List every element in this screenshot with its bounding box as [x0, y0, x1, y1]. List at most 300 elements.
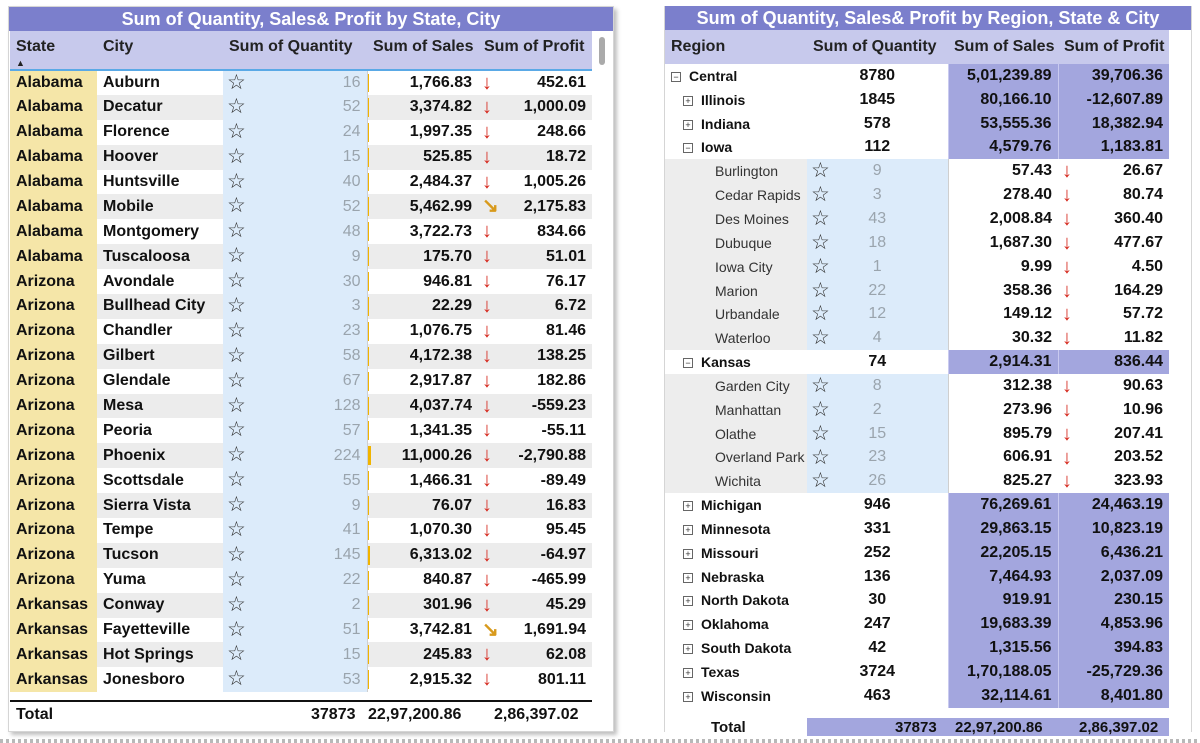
region-state-city-matrix [665, 30, 1169, 708]
star-outline-icon: ☆ [227, 667, 246, 691]
sales-cell [367, 244, 478, 269]
state-name: Iowa [701, 139, 733, 156]
state-row[interactable] [665, 88, 1169, 112]
city-row[interactable] [665, 159, 1169, 183]
sales-value: 4,037.74 [409, 397, 472, 415]
state-cell: Arizona [10, 294, 97, 319]
quantity-cell: 578 [863, 114, 891, 132]
quantity-value: 48 [342, 222, 361, 240]
table-row[interactable] [10, 518, 592, 543]
column-header-region[interactable]: Region [665, 30, 807, 64]
profit-value: 452.61 [537, 73, 586, 91]
profit-value: 51.01 [545, 247, 586, 265]
city-row[interactable] [665, 374, 1169, 398]
profit-value: 80.74 [1122, 186, 1163, 204]
city-name: Olathe [715, 425, 757, 442]
sales-data-bar [368, 74, 369, 92]
quantity-cell [223, 394, 367, 419]
column-header-profit[interactable]: Sum of Profit [478, 31, 592, 70]
quantity-cell: 946 [863, 496, 891, 514]
city-name-cell [665, 231, 807, 255]
city-name: Overland Park [715, 449, 805, 466]
quantity-cell [223, 70, 367, 95]
quantity-value: 57 [342, 421, 361, 439]
region-name: Central [689, 67, 738, 84]
expand-plus-icon[interactable]: + [683, 120, 693, 130]
expand-plus-icon[interactable]: + [683, 692, 693, 702]
expand-plus-icon[interactable]: + [683, 668, 693, 678]
quantity-cell: 3724 [859, 663, 896, 681]
quantity-value: 3 [872, 186, 882, 204]
state-cell: Alabama [10, 219, 97, 244]
sales-data-bar [368, 98, 369, 117]
quantity-value: 53 [342, 670, 361, 688]
state-name-cell[interactable] [665, 112, 807, 136]
column-header-sales[interactable]: Sum of Sales [948, 30, 1058, 64]
collapse-minus-icon[interactable]: − [683, 358, 693, 368]
table-row[interactable] [10, 593, 592, 618]
state-city-table [10, 31, 592, 692]
city-cell: Auburn [97, 70, 223, 95]
city-name: Des Moines [715, 210, 789, 227]
city-cell: Conway [97, 593, 223, 618]
state-name-cell[interactable] [665, 660, 807, 684]
sales-value: 840.87 [423, 571, 472, 589]
profit-value: 4.50 [1131, 257, 1163, 275]
sales-value: 312.38 [1003, 376, 1052, 394]
city-row[interactable] [665, 231, 1169, 255]
table-row[interactable] [10, 394, 592, 419]
state-name-cell[interactable] [665, 541, 807, 565]
sales-cell [367, 667, 478, 692]
quantity-value: 22 [342, 571, 361, 589]
table-row[interactable] [10, 543, 592, 568]
sales-cell [367, 468, 478, 493]
city-row[interactable] [665, 255, 1169, 279]
sales-value: 273.96 [1003, 400, 1052, 418]
state-row[interactable] [665, 350, 1169, 374]
sales-cell [948, 88, 1058, 112]
sales-cell [948, 565, 1058, 589]
sales-cell [367, 618, 478, 643]
sales-cell [948, 398, 1058, 422]
quantity-value: 43 [868, 209, 887, 227]
profit-value: 477.67 [1114, 233, 1163, 251]
table-row[interactable] [10, 443, 592, 468]
table-row[interactable] [10, 618, 592, 643]
state-cell: Alabama [10, 194, 97, 219]
star-outline-icon: ☆ [227, 542, 246, 566]
profit-value: 394.83 [1114, 639, 1163, 657]
city-cell: Jonesboro [103, 670, 185, 688]
table-row[interactable] [10, 95, 592, 120]
quantity-value: 9 [351, 496, 361, 514]
city-name-cell [665, 279, 807, 303]
state-row[interactable] [665, 589, 1169, 613]
star-outline-icon: ☆ [227, 343, 246, 367]
column-header-quantity[interactable]: Sum of Quantity [223, 31, 367, 70]
sales-data-bar [368, 197, 369, 216]
profit-value: -89.49 [540, 471, 586, 489]
quantity-value: 3 [351, 297, 361, 315]
sales-value: 946.81 [423, 272, 472, 290]
quantity-cell [807, 231, 948, 255]
sales-data-bar [368, 446, 371, 465]
arrow-down-icon: ↓ [482, 319, 492, 342]
table-row[interactable] [10, 493, 592, 518]
sales-value: 76.07 [431, 496, 472, 514]
state-row[interactable] [665, 612, 1169, 636]
quantity-cell [223, 568, 367, 593]
expand-plus-icon[interactable]: + [683, 596, 693, 606]
city-row[interactable] [665, 469, 1169, 493]
sales-value: 3,742.81 [409, 621, 472, 639]
sales-cell [948, 612, 1058, 636]
expand-plus-icon[interactable]: + [683, 501, 693, 511]
sales-data-bar [368, 173, 369, 192]
profit-cell [478, 120, 592, 145]
total-label: Total [711, 719, 746, 736]
arrow-down-icon: ↓ [1062, 422, 1072, 445]
arrow-down-icon: ↓ [482, 543, 492, 566]
state-name: Illinois [701, 91, 746, 108]
state-name-cell[interactable] [665, 612, 807, 636]
state-name-cell[interactable] [665, 636, 807, 660]
star-outline-icon: ☆ [811, 254, 830, 278]
state-name-cell[interactable] [665, 517, 807, 541]
arrow-down-icon: ↓ [482, 145, 492, 168]
city-row[interactable] [665, 302, 1169, 326]
city-cell: Fayetteville [103, 621, 191, 639]
sales-cell [948, 183, 1058, 207]
profit-cell [478, 170, 592, 195]
profit-cell [1058, 159, 1169, 183]
sales-value: 3,722.73 [409, 222, 472, 240]
state-name: Wisconsin [701, 687, 771, 704]
star-outline-icon: ☆ [811, 159, 830, 183]
city-cell: Scottsdale [103, 471, 184, 489]
star-outline-icon: ☆ [227, 94, 246, 118]
profit-cell [1058, 350, 1169, 374]
profit-value: 39,706.36 [1091, 66, 1163, 84]
city-cell: Avondale [103, 272, 175, 290]
table-row[interactable] [10, 568, 592, 593]
city-cell: Yuma [103, 571, 146, 589]
star-outline-icon: ☆ [227, 592, 246, 616]
profit-value: 182.86 [537, 372, 586, 390]
quantity-cell [223, 618, 367, 643]
column-header-state[interactable] [10, 31, 97, 70]
city-row[interactable] [665, 279, 1169, 303]
quantity-cell [807, 183, 948, 207]
city-name: Wichita [715, 473, 761, 490]
collapse-minus-icon[interactable]: − [683, 143, 693, 153]
city-cell: Peoria [103, 421, 152, 439]
city-name-cell [665, 469, 807, 493]
sort-ascending-icon[interactable]: ▲ [16, 58, 25, 68]
state-name: Oklahoma [701, 616, 769, 633]
expand-plus-icon[interactable]: + [683, 620, 693, 630]
state-name-cell[interactable] [665, 589, 807, 613]
sales-value: 1,687.30 [989, 233, 1052, 251]
state-name: Missouri [701, 544, 759, 561]
state-name-cell[interactable] [665, 565, 807, 589]
state-row[interactable] [665, 636, 1169, 660]
profit-cell [1058, 374, 1169, 398]
total-quantity: 37873 [895, 719, 937, 736]
sales-value: 3,374.82 [409, 98, 472, 116]
state-cell: Alabama [10, 95, 97, 120]
profit-cell [478, 194, 592, 219]
quantity-cell [223, 642, 367, 667]
table-row[interactable] [10, 369, 592, 394]
expand-plus-icon[interactable]: + [683, 549, 693, 559]
profit-cell [478, 244, 592, 269]
table-row[interactable] [10, 244, 592, 269]
table-row[interactable] [10, 294, 592, 319]
table-row[interactable] [10, 120, 592, 145]
table-row[interactable] [10, 219, 592, 244]
city-row[interactable] [665, 398, 1169, 422]
profit-value: 10,823.19 [1091, 519, 1163, 537]
table-row[interactable] [10, 468, 592, 493]
profit-cell [478, 642, 592, 667]
arrow-down-icon: ↓ [482, 220, 492, 243]
arrow-down-icon: ↓ [482, 394, 492, 417]
sales-cell [948, 422, 1058, 446]
city-row[interactable] [665, 422, 1169, 446]
sales-cell [948, 589, 1058, 613]
sales-value: 57.43 [1011, 162, 1052, 180]
city-name: Garden City [715, 377, 790, 394]
profit-value: -55.11 [541, 421, 586, 439]
quantity-value: 52 [342, 98, 361, 116]
total-profit: 2,86,397.02 [494, 706, 579, 723]
star-outline-icon: ☆ [811, 278, 830, 302]
quantity-value: 23 [868, 448, 887, 466]
table-row[interactable] [10, 344, 592, 369]
state-name: Indiana [701, 115, 751, 132]
table-row[interactable] [10, 319, 592, 344]
sales-data-bar [368, 596, 369, 615]
state-name-cell[interactable] [665, 136, 807, 160]
expand-plus-icon[interactable]: + [683, 644, 693, 654]
sales-value: 32,114.61 [981, 686, 1052, 704]
sales-data-bar [368, 546, 370, 565]
profit-value: 248.66 [537, 123, 586, 141]
table-row[interactable] [10, 269, 592, 294]
profit-value: 95.45 [545, 521, 586, 539]
quantity-value: 26 [868, 472, 887, 490]
state-row[interactable] [665, 684, 1169, 708]
quantity-cell: 331 [863, 519, 891, 537]
state-name-cell[interactable] [665, 350, 807, 374]
column-header-city[interactable]: City [97, 31, 223, 70]
profit-cell [1058, 541, 1169, 565]
profit-value: -465.99 [531, 571, 586, 589]
total-profit: 2,86,397.02 [1079, 719, 1159, 736]
state-row[interactable] [665, 541, 1169, 565]
total-row [10, 700, 592, 726]
profit-cell [1058, 183, 1169, 207]
vertical-scrollbar[interactable] [599, 37, 605, 65]
star-outline-icon: ☆ [227, 294, 246, 318]
profit-value: -559.23 [531, 397, 586, 415]
city-name: Iowa City [715, 258, 773, 275]
star-outline-icon: ☆ [227, 518, 246, 542]
profit-cell [1058, 64, 1169, 88]
city-name: Manhattan [715, 401, 782, 418]
quantity-value: 2 [872, 400, 882, 418]
column-header-quantity[interactable]: Sum of Quantity [807, 30, 948, 64]
quantity-cell [223, 344, 367, 369]
sales-cell [948, 374, 1058, 398]
state-row[interactable] [665, 565, 1169, 589]
profit-cell [478, 394, 592, 419]
profit-cell [478, 369, 592, 394]
table-row[interactable] [10, 194, 592, 219]
sales-value: 2,914.31 [989, 353, 1052, 371]
quantity-value: 224 [333, 446, 361, 464]
table-row[interactable] [10, 418, 592, 443]
profit-cell [1058, 636, 1169, 660]
profit-value: 1,183.81 [1100, 138, 1163, 156]
arrow-down-icon: ↓ [1062, 184, 1072, 207]
table-row[interactable] [10, 70, 592, 95]
sales-cell [367, 543, 478, 568]
sales-cell [367, 642, 478, 667]
quantity-value: 22 [868, 281, 887, 299]
profit-value: 18.72 [545, 148, 586, 166]
profit-value: 26.67 [1122, 162, 1163, 180]
profit-value: -64.97 [540, 546, 586, 564]
sales-data-bar [368, 123, 369, 142]
profit-cell [478, 145, 592, 170]
city-row[interactable] [665, 183, 1169, 207]
state-row[interactable] [665, 493, 1169, 517]
quantity-value: 9 [351, 247, 361, 265]
quantity-cell [223, 667, 367, 692]
state-cell: Alabama [10, 170, 97, 195]
arrow-down-icon: ↓ [1062, 446, 1072, 469]
sales-value: 22,205.15 [980, 543, 1052, 561]
sales-data-bar [368, 397, 369, 416]
region-row[interactable] [665, 64, 1169, 88]
quantity-cell [223, 468, 367, 493]
city-name-cell [665, 446, 807, 470]
state-row[interactable] [665, 112, 1169, 136]
state-row[interactable] [665, 660, 1169, 684]
quantity-value: 41 [342, 521, 361, 539]
sales-value: 80,166.10 [980, 90, 1052, 108]
city-name-cell [665, 422, 807, 446]
total-sales: 22,97,200.86 [368, 706, 462, 723]
arrow-down-icon: ↓ [1062, 327, 1072, 350]
state-cell: Arizona [10, 543, 97, 568]
quantity-cell: 136 [863, 567, 891, 585]
city-name: Burlington [715, 163, 779, 180]
quantity-value: 15 [342, 148, 361, 166]
state-name: Michigan [701, 497, 762, 514]
sales-cell [367, 194, 478, 219]
star-outline-icon: ☆ [227, 617, 246, 641]
quantity-cell: 463 [863, 686, 891, 704]
quantity-value: 23 [342, 322, 361, 340]
table-body [665, 64, 1169, 708]
quantity-value: 8 [872, 376, 882, 394]
sales-cell [948, 636, 1058, 660]
collapse-minus-icon[interactable]: − [671, 72, 681, 82]
quantity-cell [223, 418, 367, 443]
sales-value: 6,313.02 [409, 546, 472, 564]
city-name-cell [665, 398, 807, 422]
sales-cell [367, 443, 478, 468]
city-cell: Huntsville [103, 173, 180, 190]
city-name-cell [665, 302, 807, 326]
quantity-value: 67 [342, 372, 361, 390]
column-header-profit[interactable]: Sum of Profit [1058, 30, 1169, 64]
state-name-cell[interactable] [665, 88, 807, 112]
profit-cell [478, 543, 592, 568]
quantity-value: 1 [872, 257, 882, 275]
quantity-value: 40 [342, 173, 361, 190]
table-row[interactable] [10, 145, 592, 170]
quantity-value: 58 [342, 347, 361, 365]
column-header-sales[interactable]: Sum of Sales [367, 31, 478, 70]
state-cell: Arkansas [10, 667, 97, 692]
state-name-cell[interactable] [665, 493, 807, 517]
profit-cell [478, 70, 592, 95]
city-name: Urbandale [715, 306, 780, 323]
sales-cell [948, 136, 1058, 160]
state-cell: Arizona [10, 568, 97, 593]
table-row[interactable] [10, 667, 592, 692]
sales-value: 11,000.26 [401, 446, 472, 464]
sales-value: 358.36 [1003, 281, 1052, 299]
sales-cell [367, 95, 478, 120]
state-row[interactable] [665, 517, 1169, 541]
profit-value: 2,175.83 [523, 197, 586, 215]
city-row[interactable] [665, 446, 1169, 470]
city-row[interactable] [665, 207, 1169, 231]
city-row[interactable] [665, 326, 1169, 350]
quantity-value: 24 [342, 123, 361, 141]
quantity-cell [223, 518, 367, 543]
star-outline-icon: ☆ [811, 373, 830, 397]
table-row[interactable] [10, 642, 592, 667]
sales-data-bar [368, 222, 369, 241]
sales-cell [367, 344, 478, 369]
state-row[interactable] [665, 136, 1169, 160]
sales-cell [948, 279, 1058, 303]
sales-value: 4,579.76 [989, 138, 1052, 156]
expand-plus-icon[interactable]: + [683, 96, 693, 106]
profit-value: 360.40 [1114, 209, 1163, 227]
arrow-down-icon: ↓ [482, 593, 492, 616]
quantity-cell [223, 120, 367, 145]
sales-cell [367, 294, 478, 319]
expand-plus-icon[interactable]: + [683, 525, 693, 535]
state-name-cell[interactable] [665, 684, 807, 708]
region-name-cell[interactable] [665, 64, 807, 88]
expand-plus-icon[interactable]: + [683, 573, 693, 583]
table-row[interactable] [10, 170, 592, 195]
arrow-down-icon: ↓ [482, 519, 492, 542]
city-cell: Decatur [97, 95, 223, 120]
profit-value: 1,691.94 [523, 621, 586, 639]
quantity-value: 51 [342, 621, 361, 639]
sales-data-bar [368, 571, 369, 590]
